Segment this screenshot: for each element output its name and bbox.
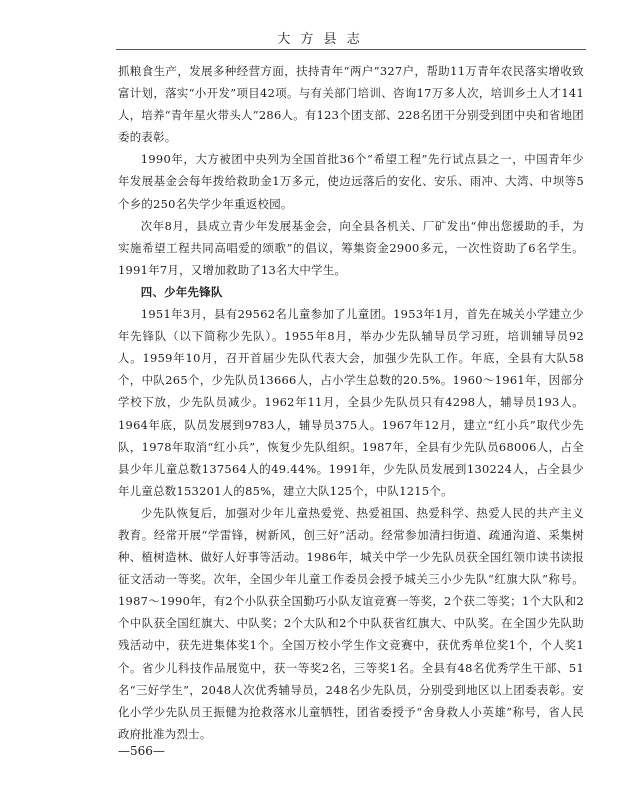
paragraph-1: 抓粮食生产，发展多种经营方面，扶持青年“两户”327户，帮助11万青年农民落实增收致富计划，落实“小开发”项目42项。与有关部门培训、咨询17万多人次，培训乡土人才141人，培养“青年星火带头人”286人。有123个团支部、228名团干分别受到团中央和省地团委的表彰。 (118, 64, 584, 145)
page-number: —566— (118, 744, 165, 758)
paragraph-4: 1951年3月，县有29562名儿童参加了儿童团。1953年1月，首先在城关小学建立少年先锋队（以下简称少先队）。1955年8月，举办少先队辅导员学习班，培训辅导员92人。1959年10月，召开首届少先队代表大会，加强少先队工作。年底，全县有大队58个，中队265个，少先队员13666人，占小学生总数的20.5%。1960～1961年，因部分学校下放，少先队员减少。1962年11月，全县少先队员只有4298人，辅导员193人。1964年底，队员发展到9783人，辅导员375人。1967年12月，建立“红小兵”取代少先队，1978年取消“红小兵”，恢复少先队组织。1987年，全县有少先队员68006人，占全县少年儿童总数137564人的49.44%。1991年，少先队员发展到130224人，占全县少年儿童总数153201人的85%，建立大队125个，中队1215个。 (118, 307, 584, 498)
paragraph-5: 少先队恢复后，加强对少年儿童热爱党、热爱祖国、热爱科学、热爱人民的共产主义教育。经常开展“学雷锋，树新风，创三好”活动。经常参加清扫街道、疏通沟道、采集树种、植树造林、做好人好事等活动。1986年，城关中学一少先队员获全国红领巾读书读报征文活动一等奖。次年，全国少年儿童工作委员会授予城关三小少先队“红旗大队”称号。1987～1990年，有2个小队获全国勤巧小队友谊竞赛一等奖，2个获二等奖；1个大队和2个中队获全国红旗大、中队奖；2个大队和2个中队获省红旗大、中队奖。在全国少先队助残活动中，获先进集体奖1个。全国万校小学生作文竞赛中，获优秀单位奖1个，个人奖1个。省少儿科技作品展览中，获一等奖2名，三等奖1名。全县有48名优秀学生干部、51名“三好学生”，2048人次优秀辅导员，248名少先队员，分别受到地区以上团委表彰。安化小学少先队员王振健为抢救落水儿童牺牲，团省委授予“舍身救人小英雄”称号，省人民政府批准为烈士。 (118, 505, 584, 741)
header-rule (116, 49, 586, 50)
paragraph-3: 次年8月，县成立青少年发展基金会，向全县各机关、厂矿发出“伸出您援助的手，为实施希望工程共同高唱爱的颂歌”的倡议，筹集资金2900多元，一次性资助了6名学生。1991年7月，又增加救助了13名大中学生。 (118, 218, 584, 277)
section-heading: 四、少年先锋队 (140, 284, 223, 299)
body-text (118, 60, 584, 745)
running-header-title: 大 方 县 志 (277, 32, 363, 47)
paragraph-2: 1990年，大方被团中央列为全国首批36个“希望工程”先行试点县之一，中国青年少年发展基金会每年拨给救助金1万多元，使边远落后的安化、安乐、雨冲、大湾、中坝等5个乡的250名失学少年重返校园。 (118, 152, 584, 211)
